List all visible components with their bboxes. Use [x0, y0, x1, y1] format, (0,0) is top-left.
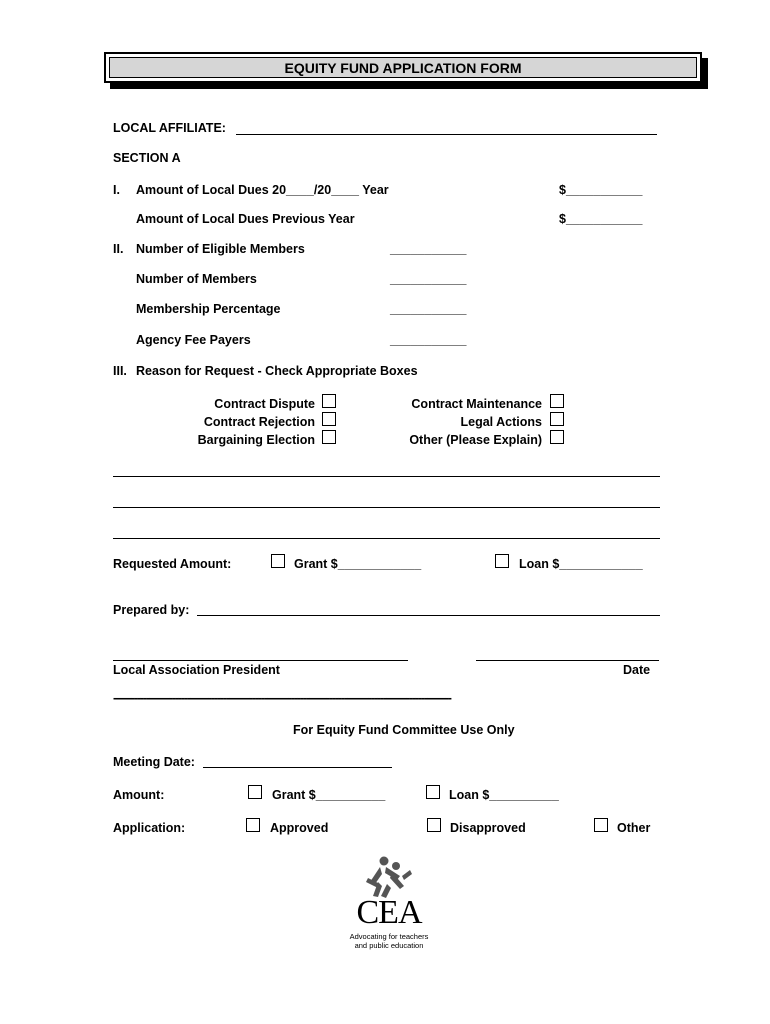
contract-dispute-label: Contract Dispute — [214, 397, 315, 411]
part2-numeral: II. — [113, 242, 124, 256]
part3-numeral: III. — [113, 364, 127, 378]
explanation-line-1[interactable] — [113, 476, 660, 477]
date-signature-line[interactable] — [476, 660, 659, 661]
cea-logo-tagline-2: and public education — [354, 941, 424, 950]
separator-dashes: ------------------------------------------------------------------------------------------------------------------ — [113, 691, 451, 705]
committee-heading: For Equity Fund Committee Use Only — [293, 723, 515, 737]
eligible-members-field[interactable]: ___________ — [390, 242, 467, 256]
eligible-members-label: Number of Eligible Members — [136, 242, 305, 256]
meeting-date-field[interactable] — [203, 767, 392, 768]
committee-loan-field[interactable]: Loan $__________ — [449, 788, 559, 802]
other-label: Other — [617, 821, 651, 835]
meeting-date-label: Meeting Date: — [113, 755, 195, 769]
committee-loan-checkbox[interactable] — [426, 785, 440, 799]
form-title: EQUITY FUND APPLICATION FORM — [109, 57, 697, 78]
prev-dues-field[interactable]: $___________ — [559, 212, 643, 226]
explanation-line-2[interactable] — [113, 507, 660, 508]
agency-fee-field[interactable]: ___________ — [390, 333, 467, 347]
date-label: Date — [623, 663, 651, 677]
reason-label: Reason for Request - Check Appropriate Boxes — [136, 364, 418, 378]
title-box — [104, 52, 702, 83]
local-affiliate-label: LOCAL AFFILIATE: — [113, 121, 226, 135]
contract-maintenance-checkbox[interactable] — [550, 394, 564, 408]
disapproved-checkbox[interactable] — [427, 818, 441, 832]
membership-percentage-field[interactable]: ___________ — [390, 302, 467, 316]
president-signature-line[interactable] — [113, 660, 408, 661]
approved-checkbox[interactable] — [246, 818, 260, 832]
other-checkbox[interactable] — [594, 818, 608, 832]
prepared-by-field[interactable] — [197, 615, 660, 616]
agency-fee-label: Agency Fee Payers — [136, 333, 251, 347]
cea-logo-name: CEA — [356, 894, 422, 931]
loan-field[interactable]: Loan $____________ — [519, 557, 643, 571]
prev-dues-label: Amount of Local Dues Previous Year — [136, 212, 355, 226]
bargaining-election-label: Bargaining Election — [197, 433, 315, 447]
application-label: Application: — [113, 821, 186, 835]
contract-rejection-label: Contract Rejection — [203, 415, 315, 429]
explanation-line-3[interactable] — [113, 538, 660, 539]
other-explain-label: Other (Please Explain) — [409, 433, 542, 447]
cea-logo-tagline-1: Advocating for teachers — [349, 932, 429, 941]
bargaining-election-checkbox[interactable] — [322, 430, 336, 444]
committee-grant-field[interactable]: Grant $__________ — [272, 788, 386, 802]
members-label: Number of Members — [136, 272, 257, 286]
grant-field[interactable]: Grant $____________ — [294, 557, 422, 571]
requested-amount-label: Requested Amount: — [113, 557, 232, 571]
members-field[interactable]: ___________ — [390, 272, 467, 286]
local-dues-label: Amount of Local Dues 20____/20____ Year — [136, 183, 389, 197]
contract-maintenance-label: Contract Maintenance — [411, 397, 542, 411]
committee-amount-label: Amount: — [113, 788, 165, 802]
membership-percentage-label: Membership Percentage — [136, 302, 281, 316]
grant-checkbox[interactable] — [271, 554, 285, 568]
local-affiliate-field[interactable] — [236, 134, 657, 135]
loan-checkbox[interactable] — [495, 554, 509, 568]
disapproved-label: Disapproved — [450, 821, 526, 835]
local-dues-field[interactable]: $___________ — [559, 183, 643, 197]
section-a-heading: SECTION A — [113, 151, 181, 165]
part1-numeral: I. — [113, 183, 120, 197]
prepared-by-label: Prepared by: — [113, 603, 190, 617]
cea-logo — [340, 852, 438, 954]
legal-actions-checkbox[interactable] — [550, 412, 564, 426]
legal-actions-label: Legal Actions — [460, 415, 542, 429]
other-explain-checkbox[interactable] — [550, 430, 564, 444]
contract-dispute-checkbox[interactable] — [322, 394, 336, 408]
contract-rejection-checkbox[interactable] — [322, 412, 336, 426]
president-label: Local Association President — [113, 663, 280, 677]
committee-grant-checkbox[interactable] — [248, 785, 262, 799]
approved-label: Approved — [270, 821, 329, 835]
